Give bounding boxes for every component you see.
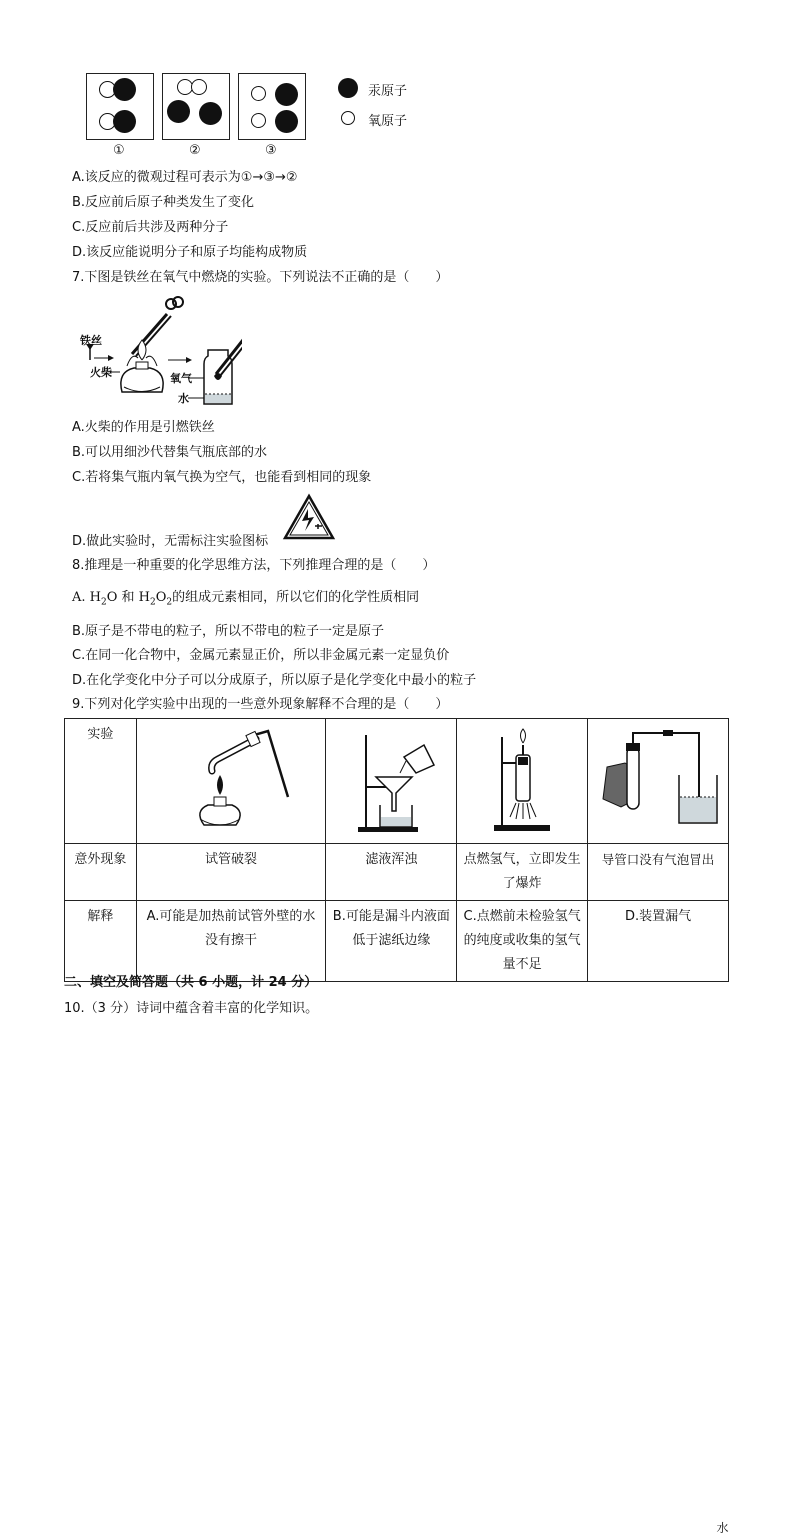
row-header-phenomenon [65, 844, 137, 901]
diagram-box-1 [86, 73, 154, 140]
mercury-atom [113, 110, 136, 133]
q8-option-d: D.在化学变化中分子可以分成原子，所以原子是化学变化中最小的粒子 [72, 673, 477, 688]
diagram-box-2 [162, 73, 230, 140]
mercury-atom [167, 100, 190, 123]
cell-text: 试管破裂 [205, 852, 258, 867]
mercury-legend-icon [338, 78, 358, 98]
row-header-experiment [65, 719, 137, 844]
row-header-explanation [65, 901, 137, 982]
q6-option-d: D.该反应能说明分子和原子均能构成物质 [72, 245, 308, 260]
q8-option-a-part: O [155, 590, 167, 605]
q8-option-b: B.原子是不带电的粒子，所以不带电的粒子一定是原子 [72, 624, 385, 639]
row-header-text: 实验 [87, 727, 114, 742]
oxygen-atom [191, 79, 207, 95]
q8-option-a [72, 589, 419, 612]
cell-text: A.可能是加热前试管外壁的水没有擦干 [146, 909, 316, 948]
q6-option-b: B.反应前后原子种类发生了变化 [72, 195, 255, 210]
explanation-c [457, 901, 588, 982]
water-label-table: 水 [716, 1520, 729, 1535]
cell-text: D.装置漏气 [624, 909, 692, 924]
q8-option-a-part: A. H [72, 590, 101, 605]
iron-wire-experiment-figure [72, 292, 242, 410]
phenomenon-c [457, 844, 588, 901]
phenomenon-d [588, 844, 729, 901]
mercury-atom [275, 110, 298, 133]
experiment-filtration [326, 719, 457, 844]
oxygen-label: 氧气 [170, 372, 192, 385]
oxygen-legend-label: 氧原子 [368, 114, 408, 129]
q8-option-a-part: 的组成元素相同，所以它们的化学性质相同 [172, 590, 420, 605]
oxygen-atom [251, 113, 266, 128]
diagram-label-1: ① [113, 143, 125, 158]
explanation-a [136, 901, 326, 982]
experiment-hydrogen-ignition [457, 719, 588, 844]
explanation-d [588, 901, 729, 982]
cell-text: 点燃氢气，立即发生了爆炸 [463, 852, 581, 891]
q8-stem: 8.推理是一种重要的化学思维方法，下列推理合理的是（ ） [72, 558, 436, 573]
phenomenon-a [136, 844, 326, 901]
phenomenon-b [326, 844, 457, 901]
electric-hazard-icon [282, 493, 336, 541]
q6-option-a: A.该反应的微观过程可表示为①→③→② [72, 170, 298, 185]
row-header-text: 解释 [87, 909, 114, 924]
section-2-heading: 二、填空及简答题（共 6 小题，计 24 分） [64, 975, 318, 990]
experiment-heating-tube [136, 719, 326, 844]
explanation-b [326, 901, 457, 982]
iron-wire-label: 铁丝 [80, 334, 102, 347]
q7-option-c: C.若将集气瓶内氧气换为空气，也能看到相同的现象 [72, 470, 372, 485]
cell-text: B.可能是漏斗内液面低于滤纸边缘 [332, 909, 450, 948]
mercury-atom [275, 83, 298, 106]
q8-option-a-part: O 和 H [106, 590, 150, 605]
q7-option-a: A.火柴的作用是引燃铁丝 [72, 420, 215, 435]
q10-stem: 10.（3 分）诗词中蕴含着丰富的化学知识。 [64, 1001, 319, 1016]
water-label: 水 [178, 392, 189, 405]
oxygen-atom [251, 86, 266, 101]
q7-option-d: D.做此实验时，无需标注实验图标 [72, 534, 269, 549]
cell-text: 滤液浑浊 [365, 852, 418, 867]
cell-text: 导管口没有气泡冒出 [601, 852, 715, 867]
diagram-label-2: ② [189, 143, 201, 158]
cell-text: C.点燃前未检验氢气的纯度或收集的氢气量不足 [463, 909, 581, 972]
mercury-atom [113, 78, 136, 101]
q7-stem: 7.下图是铁丝在氧气中燃烧的实验。下列说法不正确的是（ ） [72, 270, 449, 285]
row-header-text: 意外现象 [74, 852, 127, 867]
q9-stem: 9.下列对化学实验中出现的一些意外现象解释不合理的是（ ） [72, 697, 449, 712]
mercury-legend-label: 汞原子 [368, 84, 408, 99]
diagram-label-3: ③ [265, 143, 277, 158]
diagram-box-3 [238, 73, 306, 140]
q7-option-b: B.可以用细沙代替集气瓶底部的水 [72, 445, 268, 460]
subscript: 2 [166, 597, 173, 608]
q6-option-c: C.反应前后共涉及两种分子 [72, 220, 229, 235]
subscript: 2 [150, 597, 156, 608]
mercury-atom [199, 102, 222, 125]
q8-option-c: C.在同一化合物中，金属元素显正价，所以非金属元素一定显负价 [72, 648, 450, 663]
oxygen-legend-icon [341, 111, 355, 125]
subscript: 2 [101, 597, 107, 608]
match-label: 火柴 [90, 366, 112, 379]
